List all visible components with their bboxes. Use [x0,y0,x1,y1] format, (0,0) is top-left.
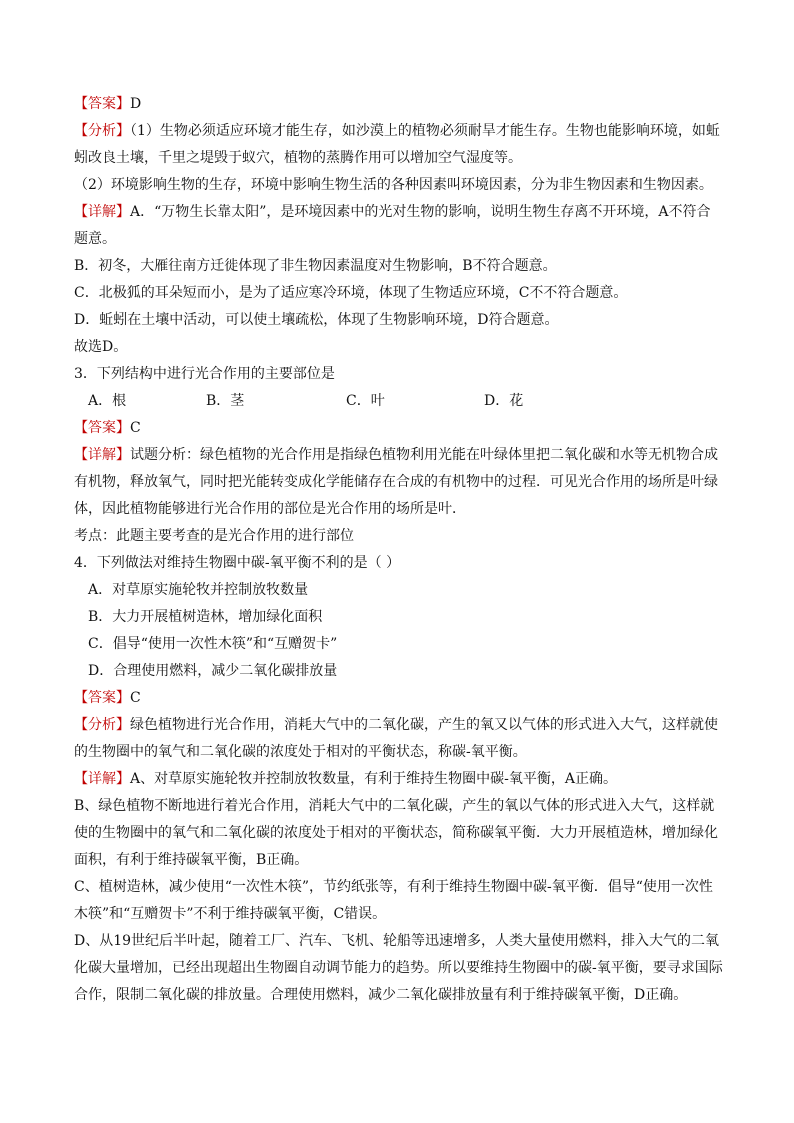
q4-option-d: D．合理使用燃料，减少二氧化碳排放量 [88,663,338,679]
q3-note: 考点：此题主要考查的是光合作用的进行部位 [74,528,354,544]
q4-stem: 4．下列做法对维持生物圈中碳-氧平衡不利的是（ ） [74,555,401,571]
detail-tag: 【详解】 [74,447,130,463]
q3-option-b: B．茎 [206,393,245,409]
q3-option-d: D．花 [484,393,524,409]
answer-tag: 【答案】 [74,96,130,112]
q4-analysis-text: 绿色植物进行光合作用，消耗大气中的二氧化碳，产生的氧又以气体的形式进入大气，这样就使的生物圈中的氧气和二氧化碳的浓度处于相对的平衡状态，称碳-氧平衡。 [74,717,718,760]
q4-analysis [74,712,724,766]
q3-option-a: A．根 [88,393,127,409]
q2-analysis [74,118,724,172]
q2-conclusion: 故选D。 [74,339,128,355]
q3-option-c: C．叶 [346,393,385,409]
answer-tag: 【答案】 [74,690,130,706]
detail-tag: 【详解】 [74,204,130,220]
q3-detail [74,442,724,523]
q4-detail-d: D、从19世纪后半叶起，随着工厂、汽车、飞机、轮船等迅速增多，人类大量使用燃料，排入大气的二氧化碳大量增加，已经出现超出生物圈自动调节能力的趋势。所以要维持生物圈中的碳-氧平衡，要寻求国际合作，限制二氧化碳的排放量。合理使用燃料，减少二氧化碳排放量有利于维持碳氧平衡，D正确。 [74,933,723,1003]
q4-option-b: B．大力开展植树造林，增加绿化面积 [88,609,323,625]
q2-detail-c: C．北极狐的耳朵短而小，是为了适应寒冷环境，体现了生物适应环境，C不不符合题意。 [74,285,628,301]
q4-answer [74,685,724,712]
q4-detail-b: B、绿色植物不断地进行着光合作用，消耗大气中的二氧化碳，产生的氧以气体的形式进入大气，这样就使的生物圈中的氧气和二氧化碳的浓度处于相对的平衡状态，简称碳氧平衡．大力开展植造林，增加绿化面积，有利于维持碳氧平衡，B正确。 [74,798,718,868]
q3-detail-text: 试题分析：绿色植物的光合作用是指绿色植物利用光能在叶绿体里把二氧化碳和水等无机物合成有机物，释放氧气，同时把光能转变成化学能储存在合成的有机物中的过程．可见光合作用的场所是叶绿体，因此植物能够进行光合作用的部位是光合作用的场所是叶． [74,447,718,517]
detail-tag: 【详解】 [74,771,130,787]
q4-detail-c: C、植树造林，减少使用“一次性木筷”，节约纸张等，有利于维持生物圈中碳-氧平衡．倡导“使用一次性木筷”和“互赠贺卡”不利于维持碳氧平衡，C错误。 [74,879,713,922]
q2-detail-a: A．“万物生长靠太阳”，是环境因素中的光对生物的影响，说明生物生存离不开环境，A不符合题意。 [74,204,711,247]
q3-options [74,388,724,415]
q2-answer-value: D [130,96,142,112]
q3-stem: 3．下列结构中进行光合作用的主要部位是 [74,366,335,382]
q4-option-a: A．对草原实施轮牧并控制放牧数量 [88,582,309,598]
document-content [74,91,724,1009]
q2-analysis-text: （1）生物必须适应环境才能生存，如沙漠上的植物必须耐旱才能生存。生物也能影响环境，如蚯蚓改良土壤，千里之堤毁于蚁穴，植物的蒸腾作用可以增加空气湿度等。 [74,123,720,166]
q2-analysis-2: （2）环境影响生物的生存，环境中影响生物生活的各种因素叫环境因素，分为非生物因素和生物因素。 [74,177,713,193]
analysis-tag: 【分析】 [74,717,130,733]
q2-detail [74,199,724,253]
q2-detail-d: D．蚯蚓在土壤中活动，可以使土壤疏松，体现了生物影响环境，D符合题意。 [74,312,559,328]
analysis-tag: 【分析】 [74,123,130,139]
q4-detail [74,766,724,793]
q2-detail-b: B．初冬，大雁往南方迁徙体现了非生物因素温度对生物影响，B不符合题意。 [74,258,557,274]
q3-answer-value: C [130,420,141,436]
q2-answer [74,91,724,118]
q4-detail-a: A、对草原实施轮牧并控制放牧数量，有利于维持生物圈中碳-氧平衡，A正确。 [130,771,617,787]
q3-answer [74,415,724,442]
q4-option-c: C．倡导“使用一次性木筷”和“互赠贺卡” [88,636,338,652]
q4-answer-value: C [130,690,141,706]
answer-tag: 【答案】 [74,420,130,436]
